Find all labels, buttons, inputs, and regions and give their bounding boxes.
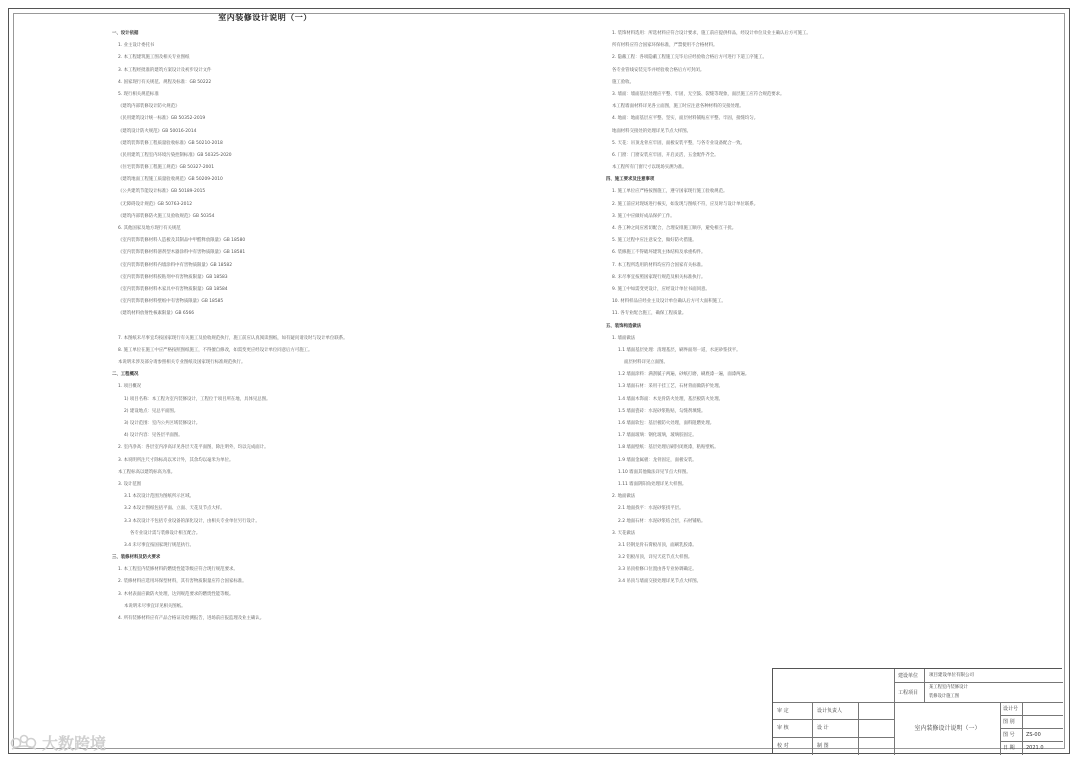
text-line: 《建筑装饰装修工程质量验收标准》GB 50210-2018: [118, 140, 223, 146]
text-line: 4. 国家现行有关规范、规程及标准：GB 50222: [118, 79, 212, 85]
text-line: 1.11 墙面阴阳角处理详见大样图。: [618, 481, 687, 487]
text-line: 《室内装饰装修材料人造板及其制品中甲醛释放限量》GB 18580: [118, 238, 246, 244]
sign-cell-right: [859, 703, 895, 720]
info-label: 设计号: [1001, 703, 1023, 716]
watermark-text: 大数跨境: [42, 733, 107, 753]
text-line: 7. 本工程所选用的材料均应符合国家有关标准。: [612, 262, 706, 268]
text-line: 2. 地面做法: [612, 494, 636, 500]
project-label: 工程项目: [895, 683, 925, 703]
text-line: 1. 项目概况: [118, 384, 142, 390]
text-line: 本工程墙面材料详见各立面图，施工时应注意各种材料的交接处理。: [612, 104, 744, 110]
info-value: ZS-00: [1023, 729, 1063, 742]
text-line: 1. 本工程室内装修材料的燃烧性能等级应符合现行规范要求。: [118, 567, 238, 573]
info-value: [1023, 716, 1063, 729]
sign-cell-mid: 设计负责人: [813, 703, 859, 720]
text-line: 5. 现行相关规范标准: [118, 91, 159, 97]
text-line: 3. 设计范围: [118, 481, 142, 487]
text-line: 《无障碍设计规范》GB 50763-2012: [118, 201, 193, 207]
text-line: 4. 地面：地面基层应平整、坚实，面层材料铺贴应平整、牢固，接缝均匀。: [612, 116, 759, 122]
text-line: 2. 本工程建筑施工图及相关专业图纸: [118, 55, 190, 61]
document-title: 室内装修设计说明（一）: [218, 13, 312, 22]
text-line: 3. 施工中应做好成品保护工作。: [612, 213, 675, 219]
company-value: 项目建设单位有限公司: [925, 669, 1063, 683]
text-line: 1. 施工单位应严格按图施工，遵守国家现行施工验收规范。: [612, 189, 728, 195]
project-value: 某工程室内装修设计: [929, 685, 968, 690]
text-line: 《民用建筑设计统一标准》GB 50352-2019: [118, 116, 206, 122]
title-block: [772, 668, 1062, 754]
section-heading: 二、工程概况: [112, 372, 139, 378]
info-label: 日 期: [1001, 742, 1023, 755]
text-line: 2. 装修材料应选用环保型材料，其有害物质限量应符合国家标准。: [118, 579, 247, 585]
info-value: 2021.0: [1026, 745, 1044, 751]
text-line: 各专业管线安装完毕并经验收合格后方可封闭。: [612, 67, 705, 73]
text-line: 1.5 墙面瓷砖：水泥砂浆粘贴，勾缝剂填缝。: [618, 408, 706, 414]
text-line: 1.7 墙面玻璃：钢化玻璃，玻璃胶固定。: [618, 433, 697, 439]
text-line: 3.3 本次设计不包括专业设备的深化设计，由相关专业单位另行设计。: [124, 518, 260, 524]
watermark-logo-icon: [10, 733, 38, 751]
text-line: [112, 321, 542, 333]
sign-cell-left: 校 对: [773, 738, 813, 755]
sign-cell-left: 审 核: [773, 720, 813, 737]
text-line: 5. 施工过程中应注意安全，做好防火措施。: [612, 238, 697, 244]
text-line: 9. 施工中如需变更设计，应经设计单位书面同意。: [612, 286, 710, 292]
sheet-title: 室内装修设计说明（一）: [895, 703, 1001, 755]
text-line: 所有材料应符合国家环保标准，严禁使用不合格材料。: [612, 43, 718, 49]
text-line: 10. 材料样品应经业主及设计单位确认后方可大面积施工。: [612, 299, 726, 305]
text-line: 1. 业主设计委托书: [118, 43, 155, 49]
text-line: 4. 各工种之间应密切配合，合理安排施工顺序，避免相互干扰。: [612, 226, 737, 231]
text-line: 3) 设计范围：室内公共区域装修设计。: [124, 421, 201, 426]
text-line: 1) 项目名称：本工程为室内装修设计，工程位于项目所在地，具体见总图。: [124, 396, 271, 402]
text-line: 《室内装饰装修材料胶粘剂中有害物质限量》GB 18583: [118, 274, 228, 280]
text-line: 1.9 墙面金属板：龙骨固定，面板安装。: [618, 457, 697, 463]
text-line: 11. 各专业配合施工，确保工程质量。: [612, 311, 687, 317]
sign-cell-mid: 制 图: [813, 738, 859, 755]
text-line: 面层材料详见立面图。: [624, 360, 668, 366]
text-line: 《建筑设计防火规范》GB 50016-2014: [118, 128, 197, 134]
text-line: 6. 装修施工不得破坏建筑主体结构及承重构件。: [612, 250, 706, 256]
text-line: 《室内装饰装修材料壁纸中有害物质限量》GB 18585: [118, 299, 224, 305]
text-line: 3. 本说明所注尺寸除标高以米计外，其余均以毫米为单位。: [118, 457, 234, 463]
text-line: 3.1 轻钢龙骨石膏板吊顶，面刷乳胶漆。: [618, 542, 697, 548]
project-value-2: 装修设计施工图: [929, 694, 960, 699]
text-line: 《建筑地面工程施工质量验收规范》GB 50209-2010: [118, 177, 223, 183]
info-value: [1023, 703, 1063, 716]
text-line: 2. 室内净高：各层室内净高详见各层天花平面图，除注明外，均以完成面计。: [118, 445, 269, 451]
sign-cell-mid: 设 计: [813, 720, 859, 737]
text-line: 1.1 墙面基层处理：清理基层，刷界面剂一道，水泥砂浆找平。: [618, 347, 741, 353]
text-line: 3.2 铝板吊顶，详见天花节点大样图。: [618, 555, 693, 561]
text-line: 《建筑内部装修防火施工及验收规范》GB 50354: [118, 213, 215, 219]
text-line: 2. 施工前应对现场进行核实，如发现与图纸不符，应及时与设计单位联系。: [612, 201, 759, 207]
text-line: 《室内装饰装修材料内墙涂料中有害物质限量》GB 18582: [118, 262, 232, 268]
text-line: 3. 木材表面应做防火处理，达到规范要求的燃烧性能等级。: [118, 591, 234, 597]
project-value-block: [925, 683, 1063, 703]
text-line: 地面材料交接处的处理详见节点大样图。: [612, 128, 692, 134]
text-line: 3. 墙面：墙面基层处理应平整、牢固，无空鼓、裂缝等现象，面层施工应符合规范要求。: [612, 91, 785, 97]
text-line: 《室内装饰装修材料木家具中有害物质限量》GB 18584: [118, 286, 228, 292]
company-label: 建设单位: [895, 669, 925, 683]
section-heading: 五、装饰构造做法: [606, 323, 642, 329]
info-label: 图 别: [1001, 716, 1023, 729]
text-line: 1.10 墙面其他做法详见节点大样图。: [618, 469, 691, 475]
text-line: 3. 天花做法: [612, 530, 636, 536]
text-line: 本说明未尽事宜详见相关图纸。: [124, 603, 186, 609]
text-line: 《民用建筑工程室内环境污染控制标准》GB 50325-2020: [118, 152, 232, 158]
text-line: 2.1 地面找平：水泥砂浆找平层。: [618, 506, 684, 512]
text-line: 3.4 吊顶与墙面交接处理详见节点大样图。: [618, 579, 702, 585]
section-heading: 三、装修材料及防火要求: [112, 555, 161, 561]
text-line: 8. 施工单位在施工中应严格按照图纸施工，不得擅自修改，如需变更应经设计单位同意后方可施工。: [118, 347, 313, 353]
info-label: 图 号: [1001, 729, 1023, 742]
text-line: 本说明未涉及部分请参照相关专业图纸及国家现行标准规范执行。: [118, 360, 246, 366]
text-line: 3.1 本次设计范围为图纸所示区域。: [124, 494, 194, 500]
text-line: 1.4 墙面木饰面：木龙骨防火处理，基层板防火处理。: [618, 396, 723, 402]
text-line: 2. 隐蔽工程：各项隐蔽工程施工完毕后应经验收合格后方可进行下道工序施工。: [612, 55, 767, 61]
sign-cell-left: 审 定: [773, 703, 813, 720]
text-line: 《公共建筑节能设计标准》GB 50189-2015: [118, 189, 206, 195]
text-line: 施工验收。: [612, 79, 634, 85]
text-line: 1.2 墙面涂料：满刮腻子两遍，砂纸打磨，刷底漆一遍，面漆两遍。: [618, 372, 750, 378]
text-line: 《建筑内部装修设计防火规范》: [118, 104, 180, 110]
left-text-column: [112, 28, 542, 625]
right-text-column: [606, 28, 1046, 589]
text-line: 3. 本工程经批准的建筑方案设计及初步设计文件: [118, 67, 212, 73]
text-line: 本工程标高以建筑标高为准。: [118, 469, 176, 475]
text-line: 4) 设计内容：见各层平面图。: [124, 433, 183, 439]
text-line: 3.2 本设计图纸包括平面、立面、天花及节点大样。: [124, 506, 225, 512]
title-block-blank: [773, 669, 895, 703]
section-heading: 一、设计依据: [112, 31, 139, 36]
text-line: 3.3 吊顶检修口位置由各专业协调确定。: [618, 567, 697, 573]
text-line: 2) 建设地点：见总平面图。: [124, 408, 179, 414]
text-line: 1.3 墙面石材：采用干挂工艺，石材背面做防护处理。: [618, 384, 723, 390]
section-heading: 四、施工要求及注意事项: [606, 177, 655, 183]
text-line: 1. 墙面做法: [612, 335, 636, 341]
sign-cell-right: [859, 720, 895, 737]
text-line: 3.4 未尽事宜按国家现行规范执行。: [124, 542, 194, 548]
text-line: 各专业设计需与装修设计相互配合。: [130, 530, 201, 536]
text-line: 8. 未尽事宜按照国家现行规范及相关标准执行。: [612, 274, 706, 280]
text-line: 《室内装饰装修材料溶剂型木器涂料中有害物质限量》GB 18581: [118, 250, 246, 256]
text-line: 《住宅装饰装修工程施工规范》GB 50327-2001: [118, 165, 215, 171]
text-line: 5. 天花：吊顶龙骨应牢固，面板安装平整，与各专业设备配合一致。: [612, 140, 745, 146]
watermark: [10, 730, 106, 754]
text-line: 6. 门窗：门窗安装应牢固，开启灵活，五金配件齐全。: [612, 152, 719, 158]
text-line: 1.8 墙面壁纸：基层处理后刷封闭底漆，粘贴壁纸。: [618, 445, 719, 451]
text-line: 6. 其他国家及地方现行有关规范: [118, 226, 181, 231]
text-line: 4. 所有装修材料应有产品合格证及检测报告，进场前应报监理及业主确认。: [118, 616, 265, 621]
sign-cell-right: [859, 738, 895, 755]
text-line: 2.2 地面石材：水泥砂浆结合层，石材铺贴。: [618, 518, 706, 524]
text-line: 1.6 墙面软包：基层板防火处理，面料阻燃处理。: [618, 421, 715, 426]
text-line: 本工程所有门窗尺寸以现场实测为准。: [612, 165, 687, 171]
text-line: 《建筑材料放射性核素限量》GB 6566: [118, 311, 195, 317]
text-line: 1. 装饰材料选用：所选材料应符合设计要求，施工前应提供样品，经设计单位及业主确认后方可施工。: [612, 31, 811, 36]
text-line: 7. 本图纸未尽事宜均按国家现行有关施工及验收规范执行，施工前应认真阅读图纸，如有疑问请及时与设计单位联系。: [118, 335, 348, 341]
